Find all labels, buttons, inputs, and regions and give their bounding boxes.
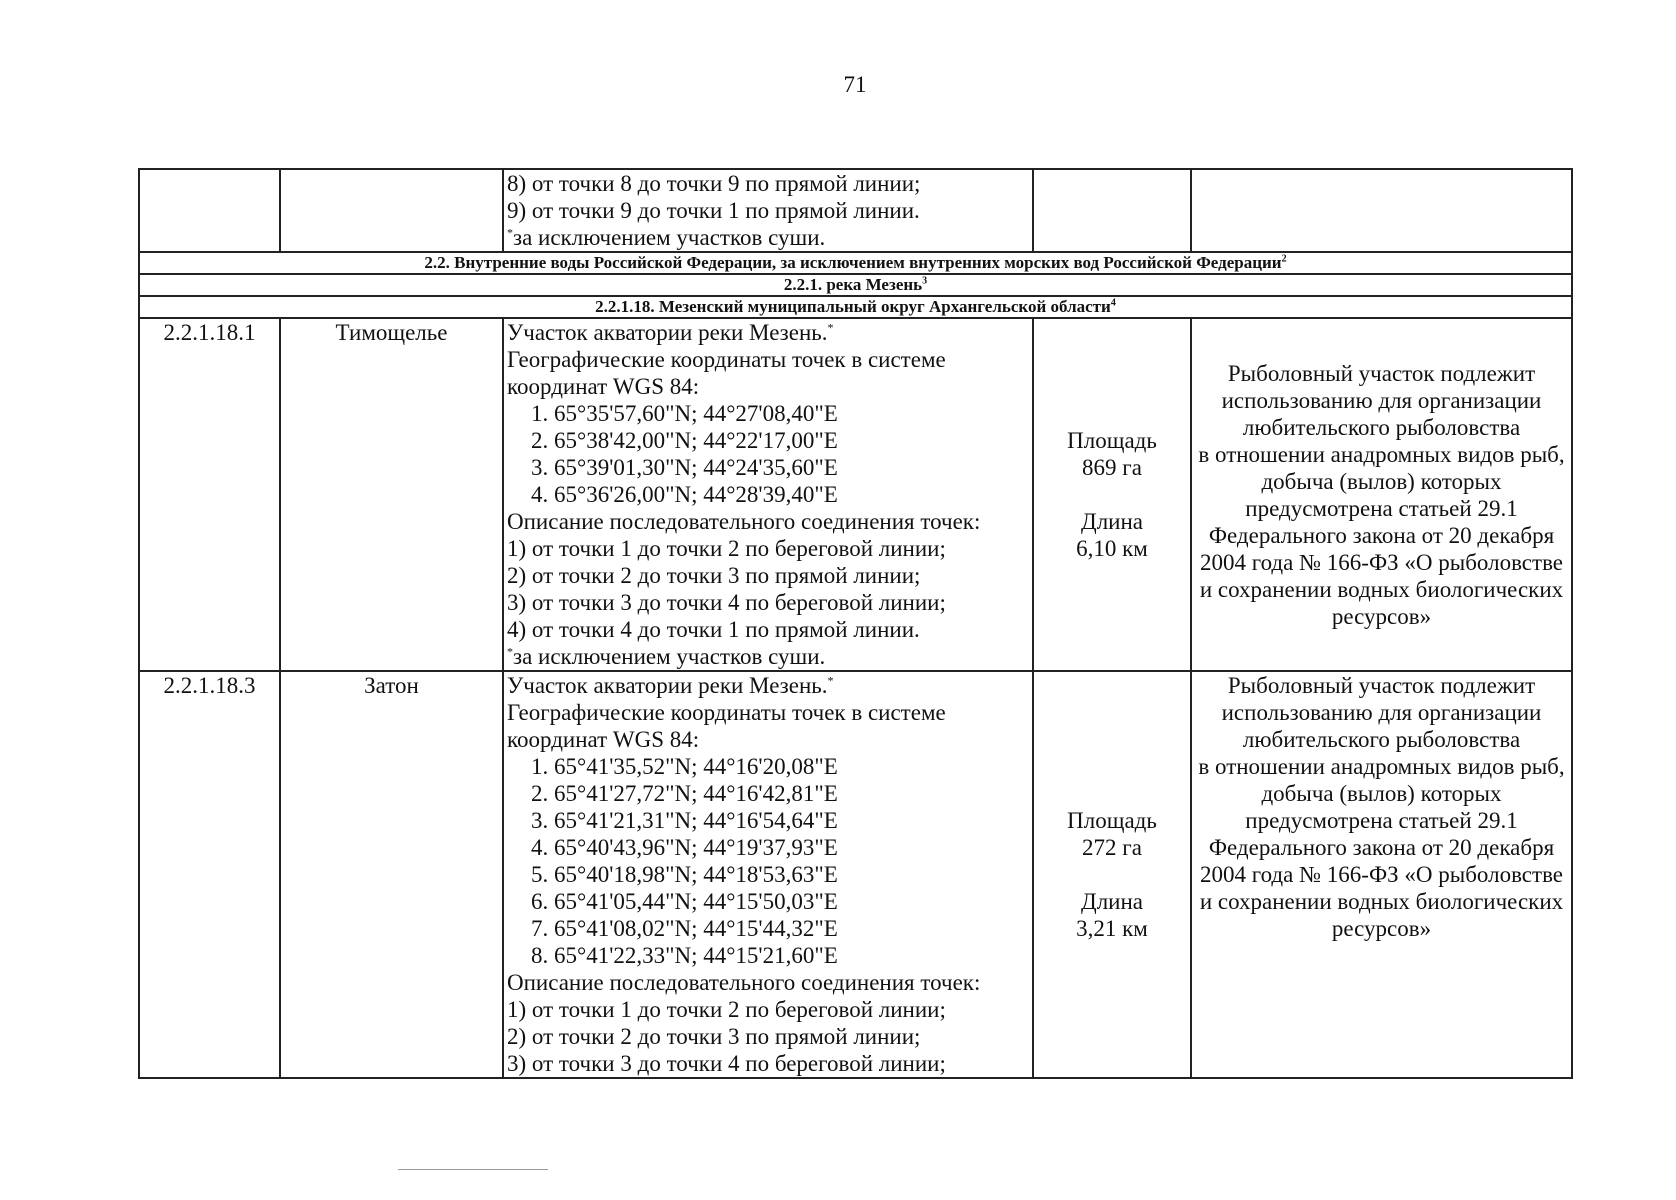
coordinate-item: 2. 65°41'27,72"N; 44°16'42,81"E	[531, 781, 838, 806]
section-heading-row	[139, 252, 1572, 274]
connection-item: 2) от точки 2 до точки 3 по прямой линии;	[507, 563, 921, 588]
connection-item: 4) от точки 4 до точки 1 по прямой линии.	[507, 617, 920, 642]
table-row	[139, 671, 1572, 1078]
area-number: 2.2.1.18.1	[139, 318, 280, 671]
cell-number	[139, 169, 280, 252]
description-line: 9) от точки 9 до точки 1 по прямой линии.	[507, 198, 920, 223]
coords-intro: координат WGS 84:	[507, 374, 700, 399]
coordinate-item: 1. 65°35'57,60"N; 44°27'08,40"E	[531, 401, 838, 426]
coords-intro: координат WGS 84:	[507, 727, 700, 752]
purpose-line: предусмотрена статьей 29.1	[1245, 495, 1518, 521]
scan-artifact-line	[398, 1169, 548, 1170]
purpose-line: и сохранении водных биологических	[1199, 889, 1564, 914]
district-heading-row	[139, 296, 1572, 318]
subsection-heading-row	[139, 274, 1572, 296]
cell-purpose	[1191, 169, 1572, 252]
coords-intro: Географические координаты точек в системе	[507, 700, 946, 725]
section-heading: 2.2. Внутренние воды Российской Федерации, за исключением внутренних морских вод Российской Федерации$^2$	[139, 252, 1572, 274]
coordinate-item: 1. 65°41'35,52"N; 44°16'20,08"E	[531, 754, 838, 779]
fishing-areas-table	[138, 168, 1573, 1079]
length-value: 3,21 км	[1076, 916, 1148, 941]
purpose-line: использованию для организации	[1221, 700, 1542, 725]
area-label: Площадь	[1067, 428, 1157, 453]
area-value: 869 га	[1082, 455, 1142, 480]
area-label: Площадь	[1067, 808, 1157, 833]
coordinate-item: 3. 65°39'01,30"N; 44°24'35,60"E	[531, 455, 838, 480]
purpose-line: и сохранении водных биологических	[1199, 576, 1564, 602]
area-name: Тимощелье	[280, 318, 503, 671]
description-line: 8) от точки 8 до точки 9 по прямой линии;	[507, 171, 921, 196]
coordinate-item: 4. 65°36'26,00"N; 44°28'39,40"E	[531, 482, 838, 507]
purpose-line: предусмотрена статьей 29.1	[1245, 808, 1518, 833]
table-row-continuation	[139, 169, 1572, 252]
purpose-line: 2004 года № 166-ФЗ «О рыболовстве	[1199, 862, 1563, 887]
length-value: 6,10 км	[1076, 536, 1148, 561]
footnote-line: *за исключением участков суши.	[507, 225, 826, 250]
subsection-heading: 2.2.1. река Мезень$^3$	[139, 274, 1572, 296]
area-purpose	[1191, 671, 1572, 1078]
purpose-line: добыча (вылов) которых	[1261, 781, 1502, 806]
coordinate-item: 6. 65°41'05,44"N; 44°15'50,03"E	[531, 889, 838, 914]
purpose-line: ресурсов»	[1331, 916, 1432, 941]
purpose-line: 2004 года № 166-ФЗ «О рыболовстве	[1199, 549, 1563, 575]
connection-title: Описание последовательного соединения точек:	[507, 509, 981, 534]
coordinate-item: 8. 65°41'22,33"N; 44°15'21,60"E	[531, 943, 838, 968]
purpose-line: Федерального закона от 20 декабря	[1208, 522, 1555, 548]
area-size	[1033, 671, 1191, 1078]
purpose-line: использованию для организации	[1221, 387, 1542, 413]
connection-item: 1) от точки 1 до точки 2 по береговой линии;	[507, 536, 946, 561]
purpose-line: любительского рыболовства	[1242, 727, 1521, 752]
table-row	[139, 318, 1572, 671]
area-size	[1033, 318, 1191, 671]
description-title: Участок акватории реки Мезень.*	[507, 320, 834, 345]
area-number: 2.2.1.18.3	[139, 671, 280, 1078]
area-purpose	[1191, 318, 1572, 671]
coordinate-item: 5. 65°40'18,98"N; 44°18'53,63"E	[531, 862, 838, 887]
length-label: Длина	[1081, 509, 1143, 534]
district-heading: 2.2.1.18. Мезенский муниципальный округ Архангельской области$^4$	[139, 296, 1572, 318]
page-number: 71	[843, 72, 867, 97]
purpose-line: в отношении анадромных видов рыб,	[1198, 754, 1565, 779]
connection-item: 1) от точки 1 до точки 2 по береговой линии;	[507, 997, 946, 1022]
area-name: Затон	[280, 671, 503, 1078]
coordinate-item: 2. 65°38'42,00"N; 44°22'17,00"E	[531, 428, 838, 453]
connection-title: Описание последовательного соединения точек:	[507, 970, 981, 995]
description-title: Участок акватории реки Мезень.*	[507, 673, 834, 698]
footnote-line: *за исключением участков суши.	[507, 644, 826, 669]
coordinate-item: 3. 65°41'21,31"N; 44°16'54,64"E	[531, 808, 838, 833]
cell-size	[1033, 169, 1191, 252]
length-label: Длина	[1081, 889, 1143, 914]
connection-item: 3) от точки 3 до точки 4 по береговой линии;	[507, 1051, 946, 1076]
coords-intro: Географические координаты точек в системе	[507, 347, 946, 372]
connection-item: 2) от точки 2 до точки 3 по прямой линии;	[507, 1024, 921, 1049]
purpose-line: Рыболовный участок подлежит	[1227, 360, 1536, 386]
cell-name	[280, 169, 503, 252]
purpose-line: в отношении анадромных видов рыб,	[1198, 441, 1565, 467]
coordinate-item: 7. 65°41'08,02"N; 44°15'44,32"E	[531, 916, 838, 941]
purpose-line: ресурсов»	[1331, 603, 1432, 629]
area-description	[503, 318, 1033, 671]
purpose-line: Рыболовный участок подлежит	[1227, 673, 1536, 698]
area-value: 272 га	[1082, 835, 1142, 860]
cell-description	[503, 169, 1033, 252]
purpose-line: любительского рыболовства	[1242, 414, 1521, 440]
coordinate-item: 4. 65°40'43,96"N; 44°19'37,93"E	[531, 835, 838, 860]
area-description	[503, 671, 1033, 1078]
purpose-line: добыча (вылов) которых	[1261, 468, 1502, 494]
connection-item: 3) от точки 3 до точки 4 по береговой линии;	[507, 590, 946, 615]
purpose-line: Федерального закона от 20 декабря	[1208, 835, 1555, 860]
